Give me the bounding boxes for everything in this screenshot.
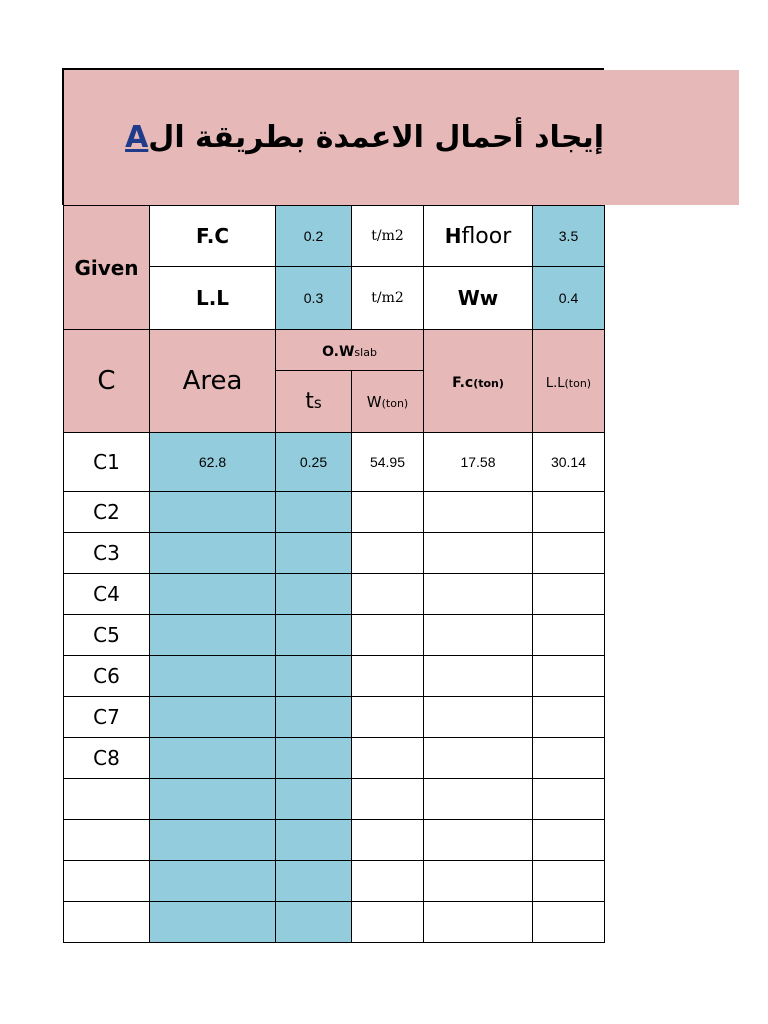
header-w-main: W — [366, 393, 382, 411]
ll-ton-cell — [533, 902, 605, 943]
table-row — [64, 820, 605, 861]
area-cell[interactable] — [150, 533, 276, 574]
header-ll-main: L.L — [545, 375, 565, 391]
header-ts-sub: s — [313, 394, 322, 412]
ll-ton-cell — [533, 779, 605, 820]
header-w-sub: (ton) — [381, 397, 409, 410]
ts-cell[interactable] — [276, 574, 352, 615]
ts-cell[interactable] — [276, 656, 352, 697]
ts-cell[interactable]: 0.25 — [276, 433, 352, 492]
header-ll — [533, 330, 605, 433]
param-hfloor-value[interactable]: 3.5 — [533, 206, 605, 267]
ll-ton-cell — [533, 820, 605, 861]
ll-ton-cell — [533, 533, 605, 574]
ll-ton-cell — [533, 574, 605, 615]
header-w — [352, 371, 424, 433]
fc-ton-cell — [424, 779, 533, 820]
w-ton-cell: 54.95 — [352, 433, 424, 492]
fc-ton-cell — [424, 861, 533, 902]
param-ww-bold: Ww — [457, 285, 499, 310]
w-ton-cell — [352, 861, 424, 902]
title-left-border — [62, 68, 64, 205]
area-cell[interactable] — [150, 574, 276, 615]
column-id-cell — [64, 820, 150, 861]
fc-ton-cell: 17.58 — [424, 433, 533, 492]
title-text: إيجاد أحمال الاعمدة بطريقة ال — [148, 120, 604, 155]
fc-ton-cell — [424, 656, 533, 697]
ts-cell[interactable] — [276, 697, 352, 738]
ts-cell[interactable] — [276, 820, 352, 861]
area-cell[interactable] — [150, 902, 276, 943]
param-fc-unit: t/m2 — [352, 206, 424, 267]
ll-ton-cell — [533, 615, 605, 656]
header-ll-sub: (ton) — [564, 376, 592, 390]
column-id-cell: C5 — [64, 615, 150, 656]
column-id-cell — [64, 779, 150, 820]
fc-ton-cell — [424, 574, 533, 615]
title-leading-letter: A — [125, 120, 149, 155]
table-row — [64, 574, 605, 615]
table-row — [64, 433, 605, 492]
table-row — [64, 615, 605, 656]
param-ll-unit: t/m2 — [352, 267, 424, 330]
column-id-cell: C7 — [64, 697, 150, 738]
ll-ton-cell — [533, 861, 605, 902]
table-row — [64, 902, 605, 943]
ts-cell[interactable] — [276, 779, 352, 820]
column-id-cell: C3 — [64, 533, 150, 574]
page-title — [123, 70, 604, 205]
data-rows — [64, 433, 605, 943]
column-id-cell: C8 — [64, 738, 150, 779]
given-row-1 — [64, 206, 605, 267]
header-fc-sub: (ton) — [473, 376, 504, 390]
table-row — [64, 697, 605, 738]
fc-ton-cell — [424, 533, 533, 574]
ts-cell[interactable] — [276, 492, 352, 533]
area-cell[interactable] — [150, 820, 276, 861]
w-ton-cell — [352, 779, 424, 820]
w-ton-cell — [352, 738, 424, 779]
column-id-cell: C2 — [64, 492, 150, 533]
area-cell[interactable] — [150, 615, 276, 656]
title-band — [64, 70, 739, 205]
header-fc — [424, 330, 533, 433]
header-area: Area — [150, 330, 276, 433]
ts-cell[interactable] — [276, 533, 352, 574]
fc-ton-cell — [424, 820, 533, 861]
param-ll-label: L.L — [150, 267, 276, 330]
area-cell[interactable] — [150, 779, 276, 820]
ll-ton-cell — [533, 492, 605, 533]
param-hfloor-label — [424, 206, 533, 267]
w-ton-cell — [352, 697, 424, 738]
header-c: C — [64, 330, 150, 433]
ts-cell[interactable] — [276, 738, 352, 779]
given-label: Given — [64, 206, 150, 330]
table-row — [64, 533, 605, 574]
area-cell[interactable]: 62.8 — [150, 433, 276, 492]
header-ts — [276, 371, 352, 433]
ll-ton-cell: 30.14 — [533, 433, 605, 492]
area-cell[interactable] — [150, 492, 276, 533]
ts-cell[interactable] — [276, 615, 352, 656]
fc-ton-cell — [424, 902, 533, 943]
column-id-cell: C4 — [64, 574, 150, 615]
param-ww-value[interactable]: 0.4 — [533, 267, 605, 330]
fc-ton-cell — [424, 615, 533, 656]
w-ton-cell — [352, 656, 424, 697]
table-row — [64, 492, 605, 533]
w-ton-cell — [352, 492, 424, 533]
title-top-border — [62, 68, 604, 70]
param-hfloor-bold: H — [444, 223, 462, 248]
column-id-cell — [64, 902, 150, 943]
column-id-cell — [64, 861, 150, 902]
fc-ton-cell — [424, 492, 533, 533]
column-id-cell: C1 — [64, 433, 150, 492]
ll-ton-cell — [533, 697, 605, 738]
header-ow-slab — [276, 330, 424, 371]
ts-cell[interactable] — [276, 861, 352, 902]
header-ts-main: t — [305, 389, 314, 414]
column-id-cell: C6 — [64, 656, 150, 697]
param-hfloor-rest: floor — [461, 223, 512, 249]
table-row — [64, 779, 605, 820]
header-ow-main: O.W — [322, 343, 355, 360]
w-ton-cell — [352, 615, 424, 656]
area-cell[interactable] — [150, 738, 276, 779]
area-cell[interactable] — [150, 656, 276, 697]
w-ton-cell — [352, 902, 424, 943]
table-row — [64, 861, 605, 902]
param-ww-label — [424, 267, 533, 330]
ll-ton-cell — [533, 656, 605, 697]
header-ow-sub: slab — [354, 345, 377, 359]
area-cell[interactable] — [150, 697, 276, 738]
area-cell[interactable] — [150, 861, 276, 902]
w-ton-cell — [352, 533, 424, 574]
table-row — [64, 656, 605, 697]
ts-cell[interactable] — [276, 902, 352, 943]
w-ton-cell — [352, 820, 424, 861]
table-row — [64, 738, 605, 779]
w-ton-cell — [352, 574, 424, 615]
param-fc-label: F.C — [150, 206, 276, 267]
param-fc-value[interactable]: 0.2 — [276, 206, 352, 267]
ll-ton-cell — [533, 738, 605, 779]
fc-ton-cell — [424, 697, 533, 738]
header-fc-main: F.c — [452, 374, 474, 391]
param-ll-value[interactable]: 0.3 — [276, 267, 352, 330]
header-row-1 — [64, 330, 605, 371]
fc-ton-cell — [424, 738, 533, 779]
column-loads-table — [63, 205, 605, 943]
